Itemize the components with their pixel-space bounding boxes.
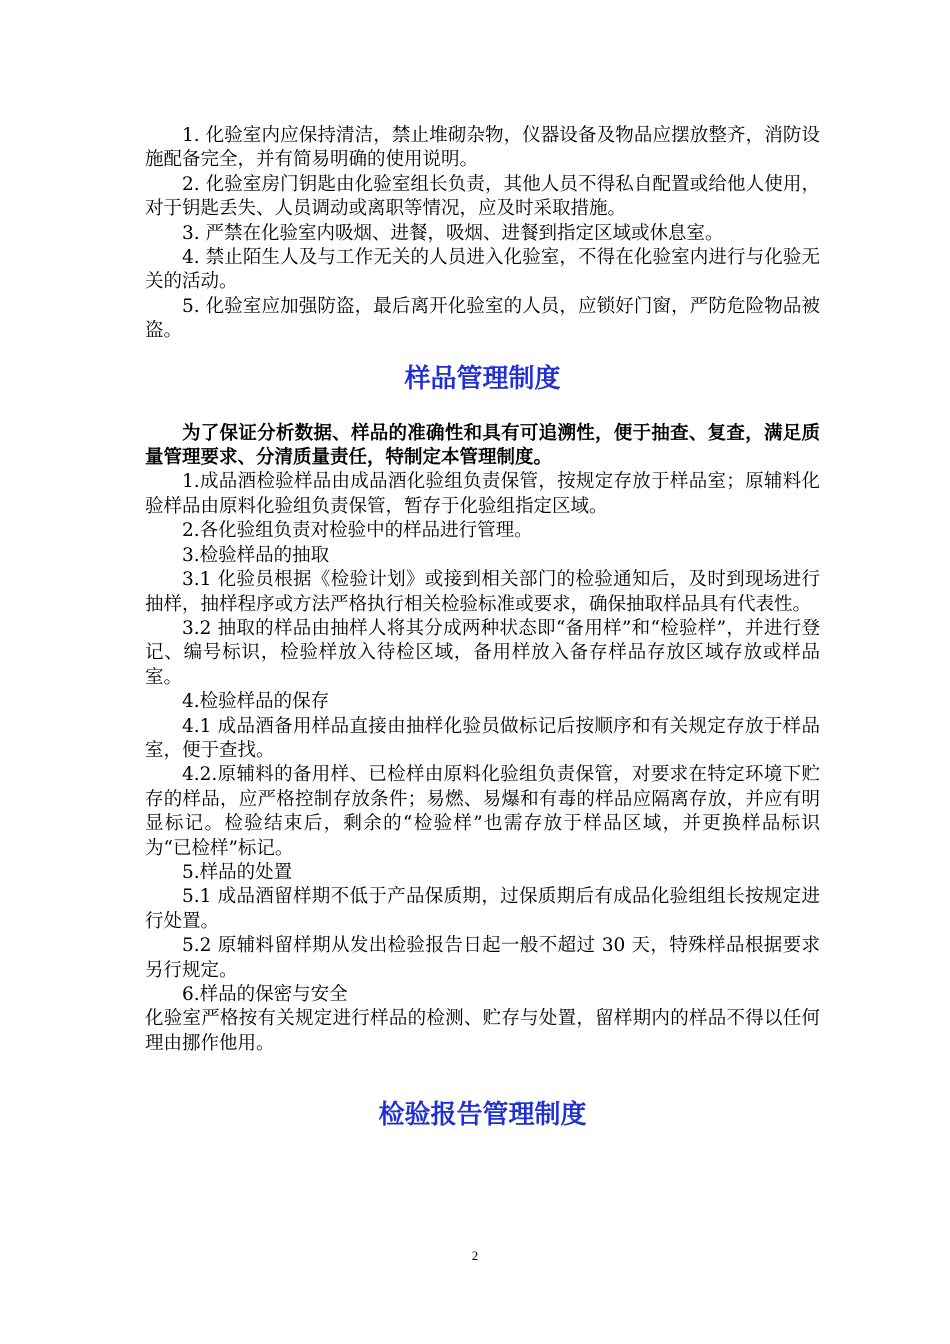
sample-item-4: 4.检验样品的保存: [182, 691, 330, 713]
sample-item-3-1: 3.1 化验员根据《检验计划》或接到相关部门的检验通知后，及时到现场进行抽样，抽样程序或方法严格执行相关检验标准或要求，确保抽取样品具有代表性。: [145, 569, 820, 615]
document-body: [145, 124, 820, 1132]
rule-2: 2. 化验室房门钥匙由化验室组长负责，其他人员不得私自配置或给他人使用，对于钥匙丢失、人员调动或离职等情况，应及时采取措施。: [145, 173, 820, 220]
sample-item-5-2: 5.2 原辅料留样期从发出检验报告日起一般不超过 30 天，特殊样品根据要求另行规定。: [145, 935, 820, 981]
sample-item-3: 3.检验样品的抽取: [182, 544, 330, 566]
rule-4: 4. 禁止陌生人及与工作无关的人员进入化验室，不得在化验室内进行与化验无关的活动。: [145, 247, 820, 293]
rule-1: 1. 化验室内应保持清洁，禁止堆砌杂物，仪器设备及物品应摆放整齐，消防设施配备完全，并有简易明确的使用说明。: [145, 125, 820, 171]
sample-item-5-1: 5.1 成品酒留样期不低于产品保质期，过保质期后有成品化验组组长按规定进行处置。: [145, 886, 820, 932]
section-title-sample-management: 样品管理制度: [404, 363, 561, 394]
sample-item-5: 5.样品的处置: [182, 861, 293, 883]
sample-item-2: 2.各化验组负责对检验中的样品进行管理。: [182, 520, 533, 542]
sample-item-1: 1.成品酒检验样品由成品酒化验组负责保管，按规定存放于样品室；原辅料化验样品由原料化验组负责保管，暂存于化验组指定区域。: [145, 471, 820, 517]
page-number: 2: [471, 1248, 479, 1263]
section-title-report-management: 检验报告管理制度: [378, 1100, 587, 1131]
section-intro: 为了保证分析数据、样品的准确性和具有可追溯性，便于抽查、复查，满足质量管理要求、分清质量责任，特制定本管理制度。: [145, 422, 820, 469]
sample-item-6: 6.样品的保密与安全: [182, 984, 348, 1005]
sample-item-4-2: 4.2.原辅料的备用样、已检样由原料化验组负责保管，对要求在特定环境下贮存的样品，应严格控制存放条件；易燃、易爆和有毒的样品应隔离存放，并应有明显标记。检验结束后，剩余的“检验样”也需存放于样品区域，并更换样品标识为“已检样”标记。: [145, 764, 820, 859]
sample-item-4-1: 4.1 成品酒备用样品直接由抽样化验员做标记后按顺序和有关规定存放于样品室，便于查找。: [145, 715, 820, 761]
sample-closing: 化验室严格按有关规定进行样品的检测、贮存与处置，留样期内的样品不得以任何理由挪作他用。: [145, 1008, 820, 1054]
rule-5: 5. 化验室应加强防盗，最后离开化验室的人员，应锁好门窗，严防危险物品被盗。: [145, 295, 820, 342]
rule-3: 3. 严禁在化验室内吸烟、进餐，吸烟、进餐到指定区域或休息室。: [182, 222, 724, 244]
sample-item-3-2: 3.2 抽取的样品由抽样人将其分成两种状态即“备用样”和“检验样”，并进行登记、编号标识，检验样放入待检区域，备用样放入备存样品存放区域存放或样品室。: [145, 617, 820, 688]
